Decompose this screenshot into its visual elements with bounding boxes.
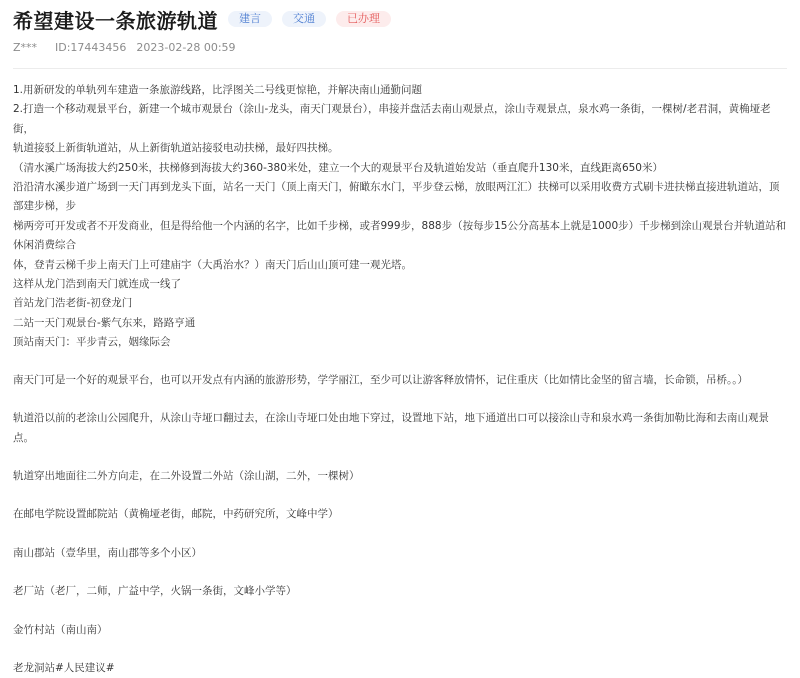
post-meta	[13, 38, 787, 56]
divider	[13, 68, 787, 69]
content-line: 这样从龙门浩到南天门就连成一线了	[13, 278, 181, 291]
content-line: 金竹村站（南山南）	[13, 623, 108, 636]
post-content	[13, 81, 787, 678]
post-id: ID:17443456	[55, 40, 127, 54]
content-line: 首站龙门浩老街-初登龙门	[13, 297, 133, 310]
tag-traffic[interactable]: 交通	[282, 11, 326, 27]
content-line: 顶站南天门：平步青云，姻缘际会	[13, 336, 171, 349]
content-line: 轨道接驳上新街轨道站，从上新街轨道站接驳电动扶梯，最好四扶梯。	[13, 142, 339, 155]
content-line: 南天门可是一个好的观景平台，也可以开发点有内涵的旅游形势，学学丽江，至少可以让游客释放情怀，记住重庆（比如情比金坚的留言墙，长命锁，吊桥。。）	[13, 373, 748, 386]
author-name: Z***	[13, 40, 38, 54]
content-line: 二站一天门观景台-紫气东来，路路亨通	[13, 316, 196, 329]
content-line: 轨道沿以前的老涂山公园爬升，从涂山寺垭口翻过去，在涂山寺垭口处由地下穿过，设置地下站，地下通道出口可以接涂山寺和泉水鸡一条街加勒比海和去南山观景点。	[13, 412, 769, 444]
content-line: 梯两旁可开发或者不开发商业，但是得给他一个内涵的名字，比如千步梯，或者999步，888步（按每步15公分高基本上就是1000步）千步梯到涂山观景台并轨道站和休闲消费综合	[13, 219, 787, 252]
content-line: 在邮电学院设置邮院站（黄桷垭老街，邮院，中药研究所，文峰中学）	[13, 508, 339, 521]
content-line: 老厂站（老厂，二师，广益中学，火锅一条街，文峰小学等）	[13, 585, 297, 598]
post-datetime: 2023-02-28 00:59	[136, 40, 236, 54]
status-badge: 已办理	[336, 11, 391, 27]
content-line: 轨道穿出地面往二外方向走，在二外设置二外站（涂山湖，二外，一棵树）	[13, 469, 360, 482]
title-row	[13, 0, 787, 37]
content-line: 南山郡站（壹华里，南山郡等多个小区）	[13, 546, 202, 559]
content-line: 1.用新研发的单轨列车建造一条旅游线路，比浮图关二号线更惊艳，并解决南山通勤问题	[13, 84, 423, 96]
content-line: （清水溪广场海拔大约250米，扶梯修到海拔大约360-380米处，建立一个大的观景平台及轨道始发站（垂直爬升130米，直线距离650米）	[13, 161, 663, 174]
content-line: 沿沿清水溪步道广场到一天门再到龙头下面，站名一天门（顶上南天门，俯瞰东水门，平步登云梯，放眼两江汇）扶梯可以采用收费方式刷卡进扶梯直接进轨道站，顶部建步梯，步	[13, 181, 780, 213]
content-line: 体，登青云梯千步上南天门上可建庙宇（大禹治水？）南天门后山山顶可建一观光塔。	[13, 258, 412, 271]
tag-suggestion[interactable]: 建言	[228, 11, 272, 27]
page-title: 希望建设一条旅游轨道	[13, 8, 218, 33]
content-line: 老龙洞站#人民建议#	[13, 661, 115, 674]
content-line: 2.打造一个移动观景平台，新建一个城市观景台（涂山-龙头，南天门观景台），串接并盘活去南山观景点，涂山寺观景点，泉水鸡一条街，一棵树/老君洞，黄桷垭老街，	[13, 103, 771, 135]
